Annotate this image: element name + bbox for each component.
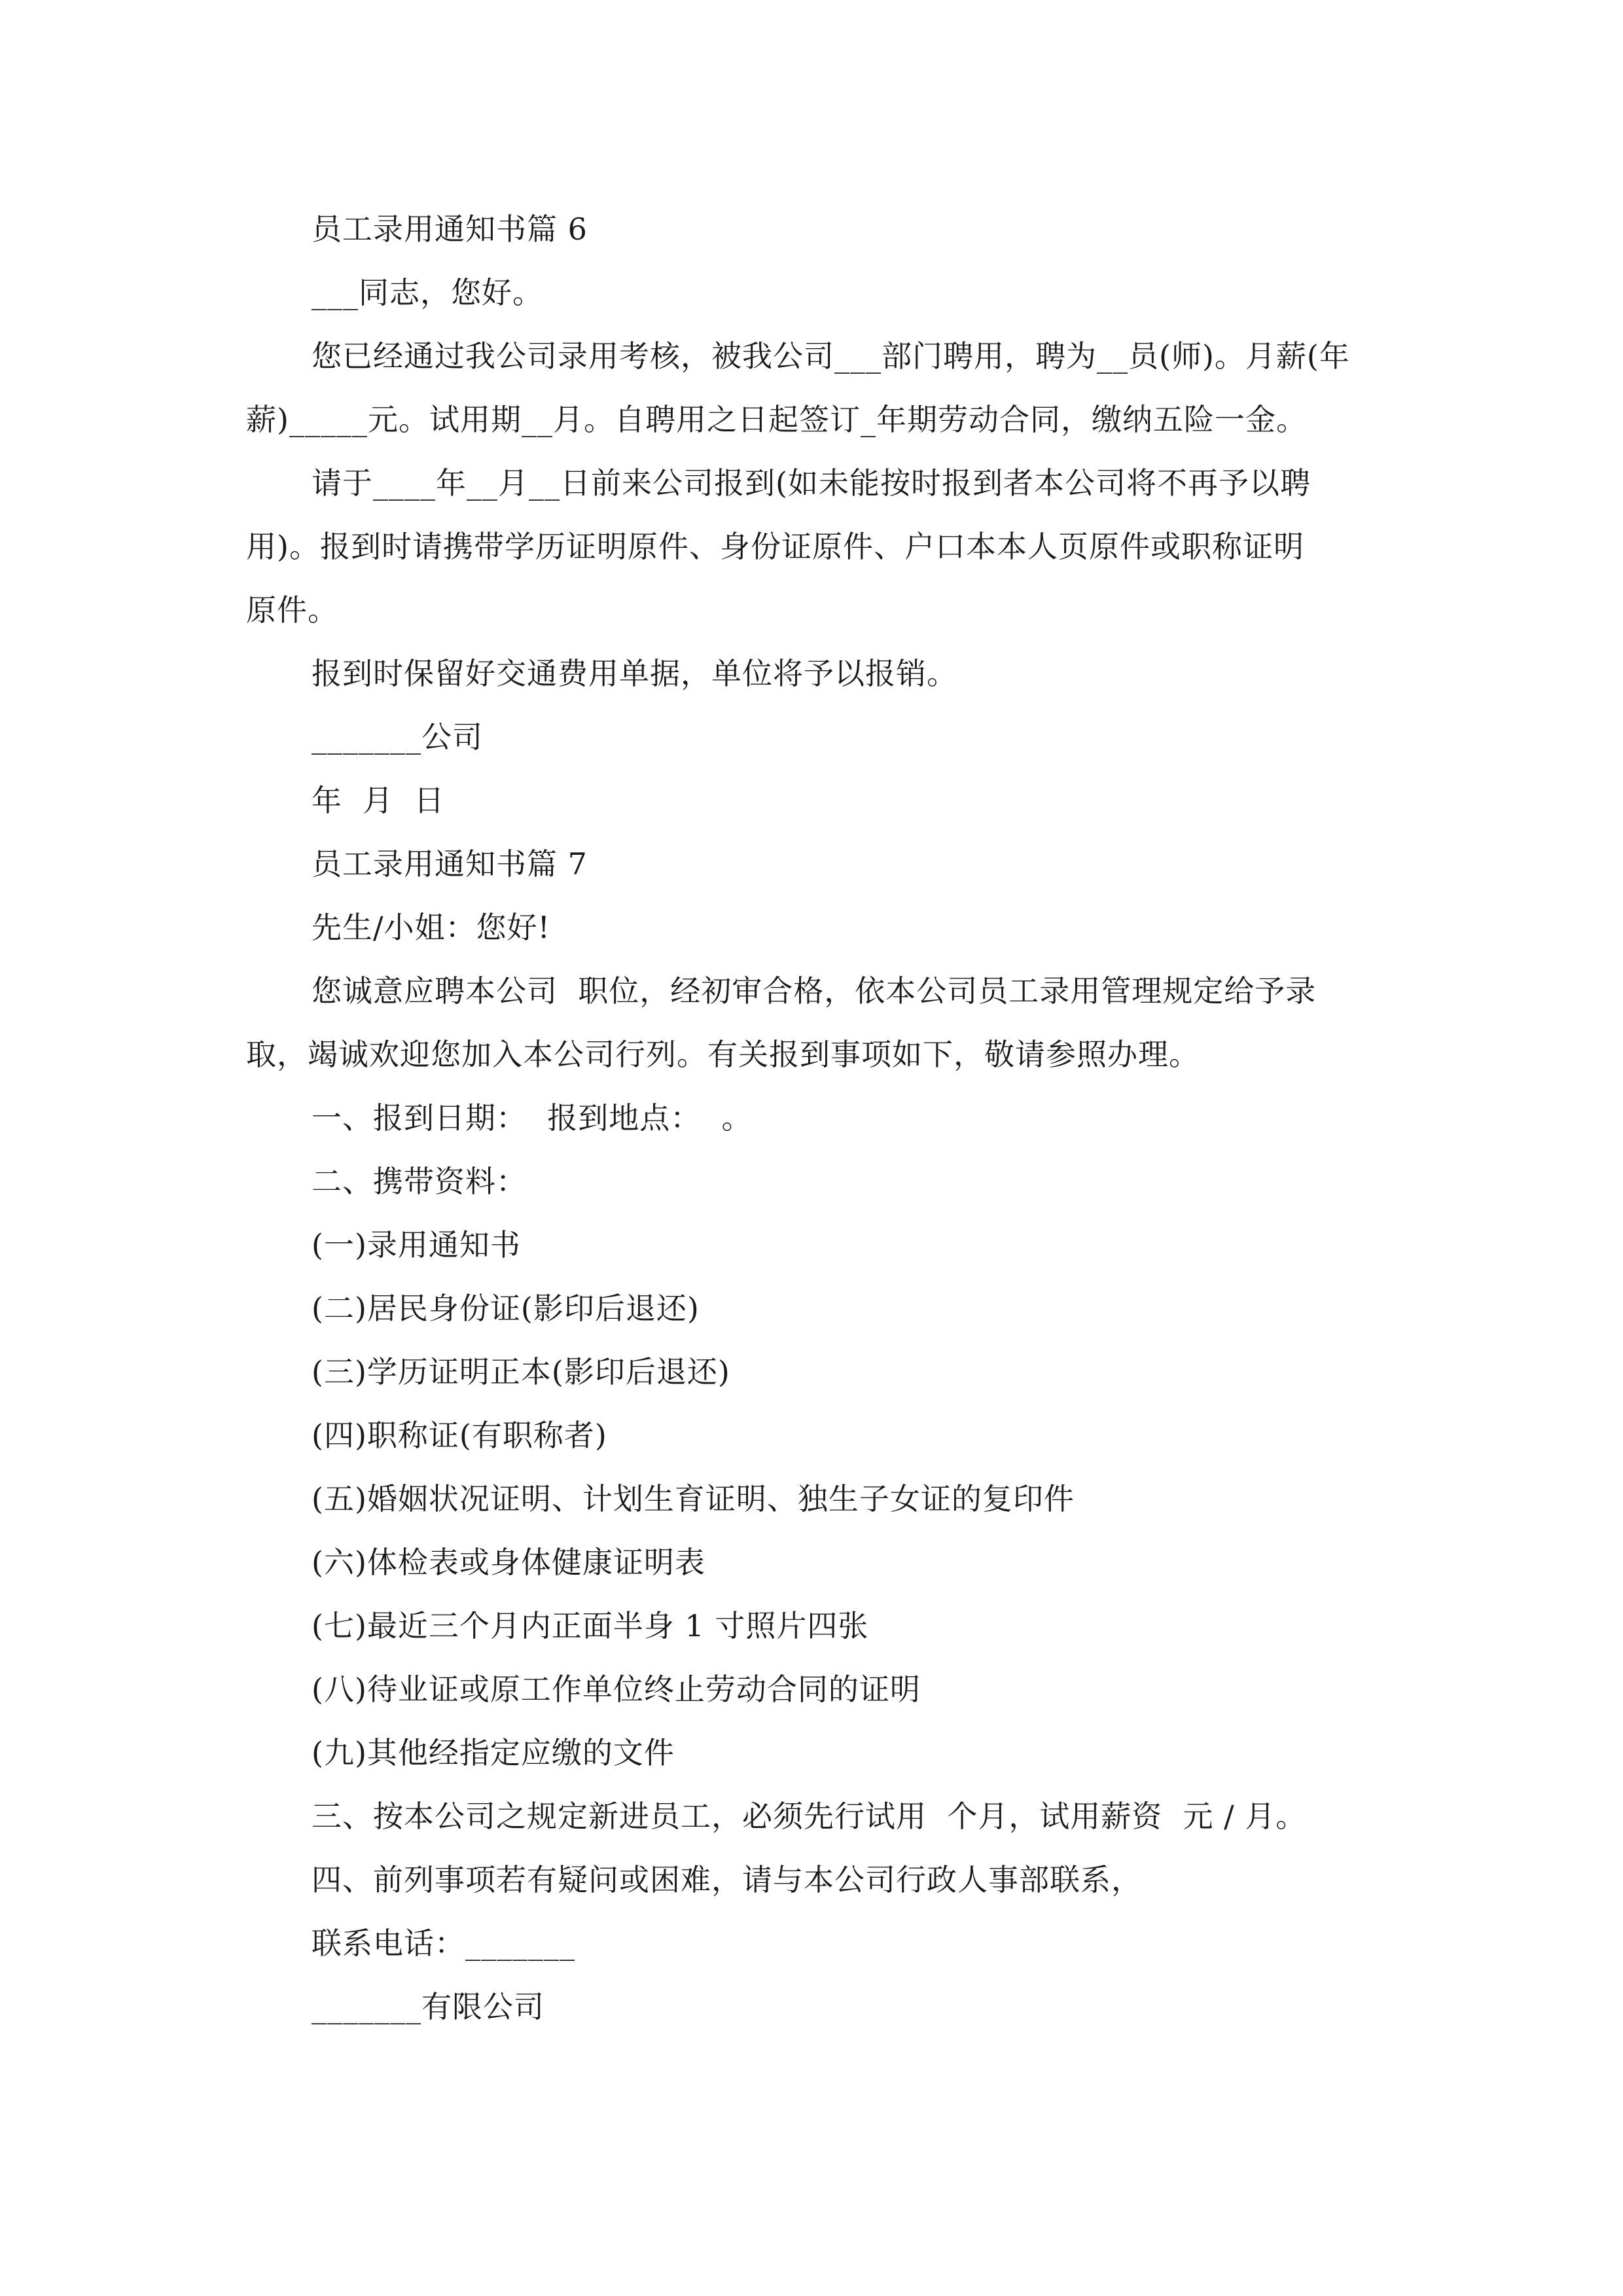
item-contact: 四、前列事项若有疑问或困难，请与本公司行政人事部联系， xyxy=(312,1862,1142,1897)
section-title-6: 员工录用通知书篇 6 xyxy=(312,211,588,247)
material-item-9: (九)其他经指定应缴的文件 xyxy=(312,1735,675,1770)
company-signature-7: _______有限公司 xyxy=(312,1989,544,2024)
company-signature-6: _______公司 xyxy=(312,719,483,755)
section-title-7: 员工录用通知书篇 7 xyxy=(312,846,588,882)
date-line-6: 年 月 日 xyxy=(312,783,445,818)
contact-phone: 联系电话：_______ xyxy=(312,1926,575,1961)
paragraph-intro-line-2: 取，竭诚欢迎您加入本公司行列。有关报到事项如下，敬请参照办理。 xyxy=(246,1037,1200,1072)
material-item-5: (五)婚姻状况证明、计划生育证明、独生子女证的复印件 xyxy=(312,1481,1075,1516)
paragraph-report-line-1: 请于____年__月__日前来公司报到(如未能按时报到者本公司将不再予以聘 xyxy=(312,465,1311,501)
paragraph-report-line-3: 原件。 xyxy=(246,592,338,628)
greeting-6: ___同志，您好。 xyxy=(312,275,543,310)
material-item-7: (七)最近三个月内正面半身 1 寸照片四张 xyxy=(312,1608,869,1643)
item-report-date-place: 一、报到日期： 报到地点： 。 xyxy=(312,1100,753,1136)
item-probation: 三、按本公司之规定新进员工，必须先行试用 个月，试用薪资 元 / 月。 xyxy=(312,1799,1307,1834)
material-item-8: (八)待业证或原工作单位终止劳动合同的证明 xyxy=(312,1672,921,1707)
paragraph-reimburse: 报到时保留好交通费用单据，单位将予以报销。 xyxy=(312,656,957,691)
paragraph-report-line-2: 用)。报到时请携带学历证明原件、身份证原件、户口本本人页原件或职称证明 xyxy=(246,529,1304,564)
material-item-1: (一)录用通知书 xyxy=(312,1227,521,1263)
item-materials-heading: 二、携带资料： xyxy=(312,1164,527,1199)
paragraph-offer-line-1: 您已经通过我公司录用考核，被我公司___部门聘用，聘为__员(师)。月薪(年 xyxy=(312,338,1350,374)
paragraph-offer-line-2: 薪)_____元。试用期__月。自聘用之日起签订_年期劳动合同，缴纳五险一金。 xyxy=(246,402,1307,437)
material-item-4: (四)职称证(有职称者) xyxy=(312,1418,607,1453)
material-item-3: (三)学历证明正本(影印后退还) xyxy=(312,1354,730,1390)
material-item-6: (六)体检表或身体健康证明表 xyxy=(312,1545,705,1580)
greeting-7: 先生/小姐：您好! xyxy=(312,910,550,945)
material-item-2: (二)居民身份证(影印后退还) xyxy=(312,1291,700,1326)
paragraph-intro-line-1: 您诚意应聘本公司 职位，经初审合格，依本公司员工录用管理规定给予录 xyxy=(312,973,1317,1009)
